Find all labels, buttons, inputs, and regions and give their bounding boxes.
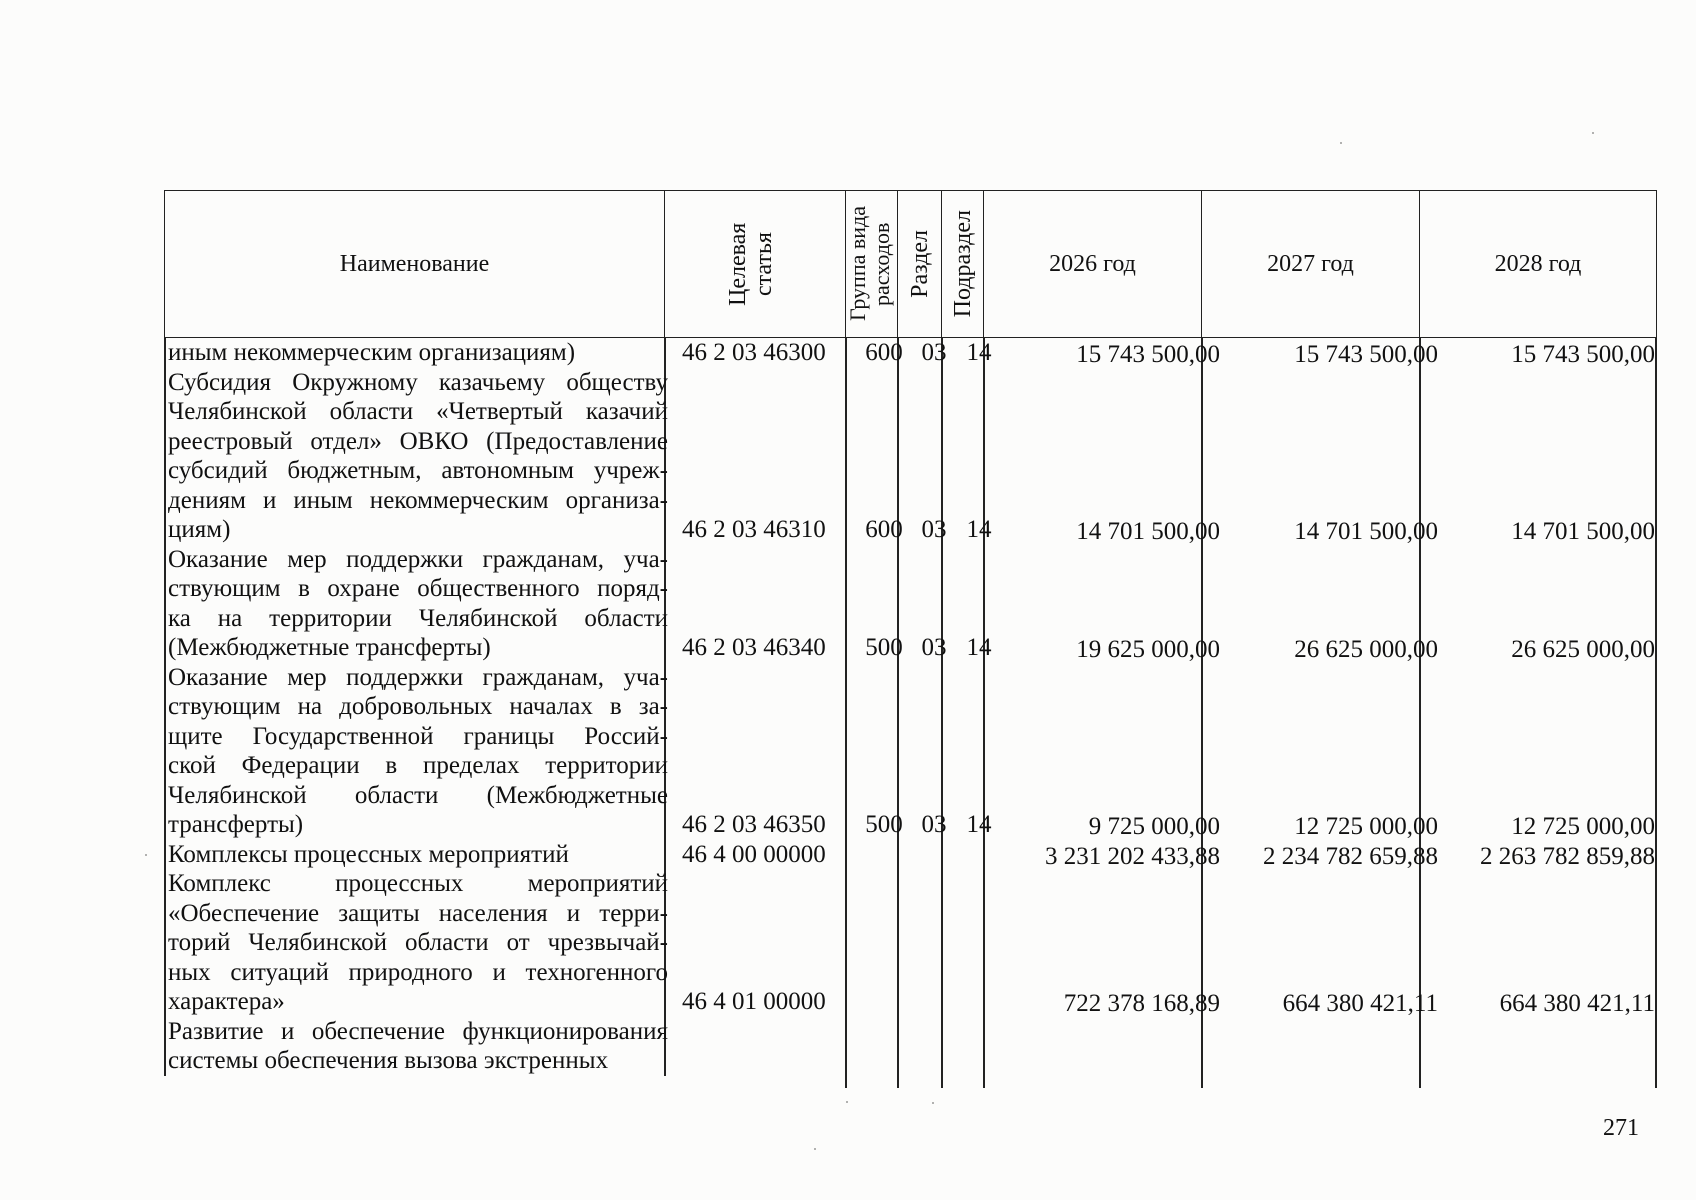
table-header	[164, 190, 1657, 338]
row-name-line: Оказание мер поддержки гражданам, уча-	[168, 663, 668, 691]
header-section	[898, 191, 942, 337]
row-2027: 26 625 000,00	[1294, 636, 1438, 663]
row-name-line: ской Федерации в пределах территории	[168, 752, 668, 779]
row-target-code: 46 2 03 46300	[682, 339, 826, 366]
table-row	[164, 869, 1657, 1017]
row-group: 500	[865, 634, 903, 661]
row-2028: 2 263 782 859,88	[1480, 842, 1655, 870]
row-name-line: ных ситуаций природного и техногенного	[168, 958, 668, 986]
row-subsection: 14	[966, 339, 992, 366]
row-name-line: субсидий бюджетным, автономным учреж-	[168, 457, 668, 484]
header-2027	[1202, 191, 1420, 337]
table-row	[164, 545, 1657, 663]
table-row	[164, 663, 1657, 840]
row-name-line: Субсидия Окружному казачьему обществу	[168, 368, 668, 396]
row-name-line: «Обеспечение защиты населения и терри-	[168, 899, 668, 927]
row-name-line: Оказание мер поддержки гражданам, уча-	[168, 545, 668, 573]
row-2028: 664 380 421,11	[1499, 990, 1655, 1017]
row-name-line: щите Государственной границы Россий-	[168, 722, 668, 750]
table-row	[164, 368, 1657, 545]
row-section: 03	[921, 811, 947, 838]
header-section-label: Раздел	[906, 230, 933, 298]
row-2027: 12 725 000,00	[1294, 813, 1438, 840]
header-2026	[984, 191, 1202, 337]
row-name-line: ствующим на добровольных началах в за-	[168, 693, 668, 720]
table-body	[164, 338, 1657, 1088]
row-name-line: ка на территории Челябинской области	[168, 604, 668, 632]
row-2028: 12 725 000,00	[1511, 813, 1655, 840]
row-subsection: 14	[966, 516, 992, 543]
row-name-line: Комплекс процессных мероприятий	[168, 870, 668, 897]
row-2028: 15 743 500,00	[1511, 341, 1655, 368]
row-2026: 14 701 500,00	[1076, 518, 1220, 545]
row-name-line: дениям и иным некоммерческим организа-	[168, 486, 668, 514]
header-2027-label: 2027 год	[1267, 250, 1354, 277]
row-name-line: Развитие и обеспечение функционирования	[168, 1017, 668, 1045]
table-row	[164, 338, 1657, 368]
row-name	[168, 663, 668, 840]
row-name-line: иным некоммерческим организациям)	[168, 339, 576, 366]
row-name-line: трансферты)	[168, 811, 304, 838]
row-section: 03	[921, 339, 947, 366]
header-2028	[1420, 191, 1656, 337]
row-2027: 664 380 421,11	[1282, 990, 1438, 1017]
row-name-line: системы обеспечения вызова экстренных	[168, 1047, 609, 1074]
row-name-line: Комплексы процессных мероприятий	[168, 840, 569, 868]
header-group	[846, 191, 898, 337]
scan-speck	[846, 1101, 848, 1103]
row-2026: 15 743 500,00	[1076, 341, 1220, 368]
row-2027: 15 743 500,00	[1294, 341, 1438, 368]
row-name	[168, 1017, 668, 1076]
scan-speck	[1592, 132, 1594, 134]
header-target-label: Целевая статья	[725, 222, 777, 306]
row-group: 600	[865, 339, 903, 366]
row-name	[168, 840, 668, 870]
row-group: 600	[865, 516, 903, 543]
table-row	[164, 840, 1657, 870]
row-name-line: (Межбюджетные трансферты)	[168, 634, 491, 661]
header-target	[665, 191, 846, 337]
row-name-line: ствующим в охране общественного поряд-	[168, 575, 668, 602]
header-subsection-label: Подраздел	[949, 210, 976, 318]
row-2027: 14 701 500,00	[1294, 518, 1438, 545]
row-target-code: 46 2 03 46310	[682, 516, 826, 543]
scan-speck	[1340, 142, 1342, 144]
scan-speck	[145, 854, 147, 856]
header-subsection	[942, 191, 984, 337]
row-target-code: 46 2 03 46340	[682, 634, 826, 661]
table-row	[164, 1017, 1657, 1076]
row-2026: 3 231 202 433,88	[1045, 842, 1220, 870]
row-subsection: 14	[966, 634, 992, 661]
row-target-code: 46 4 01 00000	[682, 988, 826, 1015]
row-name	[168, 869, 668, 1017]
row-2028: 14 701 500,00	[1511, 518, 1655, 545]
row-2028: 26 625 000,00	[1511, 636, 1655, 663]
row-name	[168, 338, 668, 368]
row-name-line: торий Челябинской области от чрезвычай-	[168, 929, 668, 956]
row-2026: 19 625 000,00	[1076, 636, 1220, 663]
row-2026: 9 725 000,00	[1088, 813, 1220, 840]
scan-speck	[932, 1102, 934, 1104]
row-name-line: Челябинской области «Четвертый казачий	[168, 398, 668, 425]
row-name-line: циям)	[168, 516, 231, 543]
row-2026: 722 378 168,89	[1063, 990, 1220, 1017]
scan-speck	[814, 1148, 816, 1150]
row-target-code: 46 2 03 46350	[682, 811, 826, 838]
row-group: 500	[865, 811, 903, 838]
row-name-line: реестровый отдел» ОВКО (Предоставление	[168, 427, 668, 455]
header-2026-label: 2026 год	[1049, 250, 1136, 277]
row-subsection: 14	[966, 811, 992, 838]
page-number: 271	[1603, 1115, 1639, 1141]
header-group-label: Группа вида расходов	[845, 206, 894, 322]
row-name-line: Челябинской области (Межбюджетные	[168, 781, 668, 809]
header-name	[165, 191, 665, 337]
row-name	[168, 545, 668, 663]
header-2028-label: 2028 год	[1494, 250, 1582, 277]
row-target-code: 46 4 00 00000	[682, 840, 826, 868]
header-name-label: Наименование	[339, 250, 490, 277]
row-name-line: характера»	[168, 988, 285, 1015]
row-2027: 2 234 782 659,88	[1263, 842, 1438, 870]
row-section: 03	[921, 516, 947, 543]
row-section: 03	[921, 634, 947, 661]
row-name	[168, 368, 668, 545]
